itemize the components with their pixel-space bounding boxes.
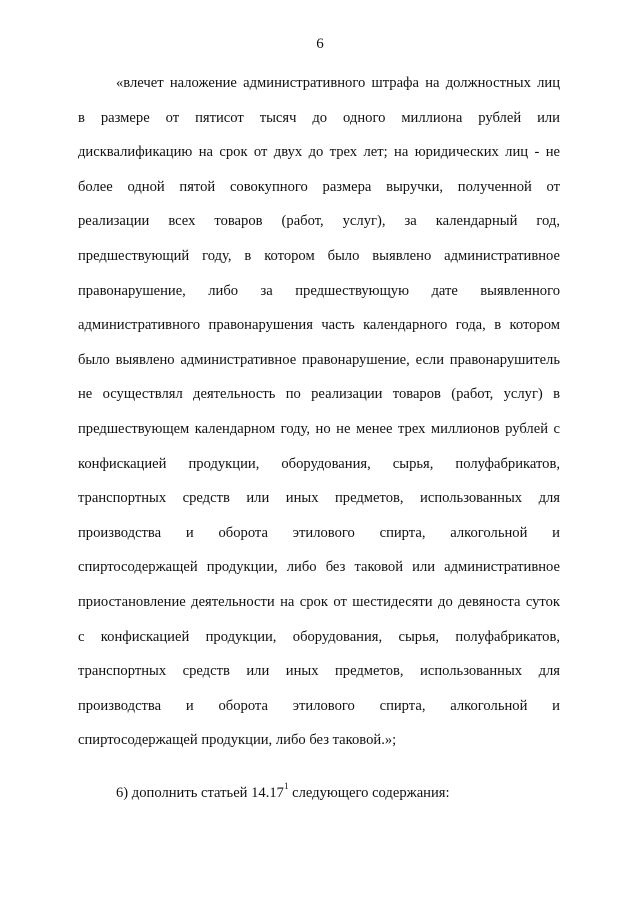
page-number: 6 (316, 36, 324, 52)
text-line: административного правонарушения часть календарного года, в котором (78, 317, 560, 334)
text-line: правонарушение, либо за предшествующую дате выявленного (78, 282, 560, 299)
text-line: конфискацией продукции, оборудования, сырья, полуфабрикатов, (78, 455, 560, 472)
text-line: предшествующем календарном году, но не менее трех миллионов рублей с (78, 420, 560, 437)
text-line: производства и оборота этилового спирта, алкогольной и (78, 524, 560, 541)
text-line: транспортных средств или иных предметов, использованных для (78, 663, 560, 680)
text-line: транспортных средств или иных предметов, использованных для (78, 490, 560, 507)
paragraph-spacer (78, 758, 560, 776)
item-6-text-end: следующего содержания: (288, 784, 450, 801)
text-line: более одной пятой совокупного размера выручки, полученной от (78, 178, 560, 195)
text-line: производства и оборота этилового спирта, алкогольной и (78, 697, 560, 714)
text-line: с конфискацией продукции, оборудования, сырья, полуфабрикатов, (78, 628, 560, 645)
text-line: не осуществлял деятельность по реализации товаров (работ, услуг) в (78, 386, 560, 403)
text-line: приостановление деятельности на срок от шестидесяти до девяноста суток (78, 593, 560, 610)
text-line: было выявлено административное правонарушение, если правонарушитель (78, 351, 560, 368)
text-line: «влечет наложение административного штрафа на должностных лиц (116, 75, 560, 91)
text-line: реализации всех товаров (работ, услуг), за календарный год, (78, 213, 560, 230)
item-6-line (78, 776, 560, 811)
item-6-text: 6) дополнить статьей 14.17 (116, 784, 284, 801)
body-text (78, 66, 560, 810)
item-6-superscript: 1 (283, 781, 289, 792)
text-line: предшествующий году, в котором было выявлено административное (78, 247, 560, 264)
text-line: спиртосодержащей продукции, либо без таковой или административное (78, 559, 560, 576)
text-line: дисквалификацию на срок от двух до трех лет; на юридических лиц - не (78, 144, 560, 161)
text-line: в размере от пятисот тысяч до одного миллиона рублей или (78, 109, 560, 126)
text-line: спиртосодержащей продукции, либо без таковой.»; (78, 732, 397, 749)
